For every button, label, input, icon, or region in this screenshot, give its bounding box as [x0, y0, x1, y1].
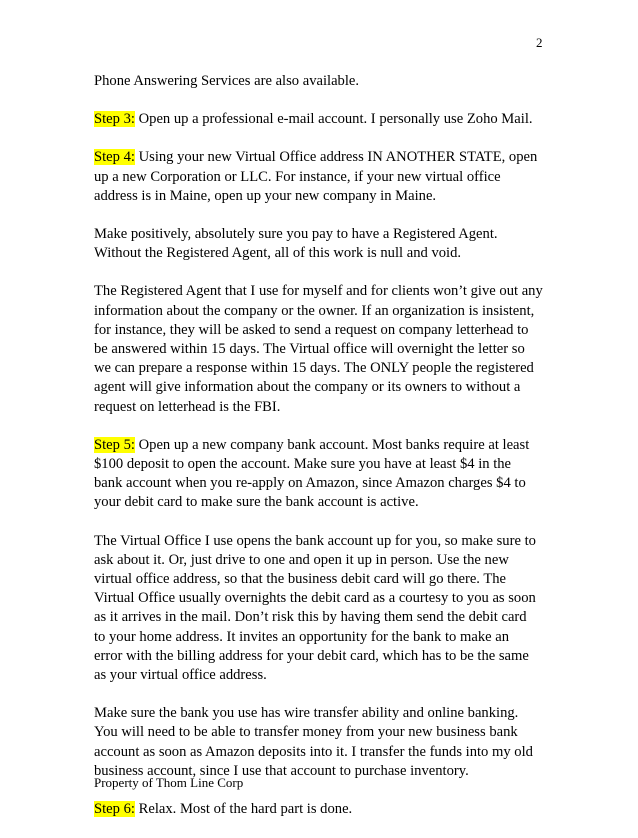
text-line: to your home address. It invites an opportunity for the bank to make an — [94, 628, 510, 645]
paragraph-step-6 — [94, 800, 554, 819]
text-line: as it arrives in the mail. Don’t risk this by having them send the debit card — [94, 609, 527, 626]
paragraph-answering-services — [94, 72, 554, 91]
paragraph-step-4 — [94, 148, 554, 206]
text-line: information about the company or the owner. If an organization is insistent, — [94, 302, 535, 319]
paragraph-virtual-office-bank — [94, 532, 554, 686]
paragraph-registered-agent-privacy — [94, 282, 554, 416]
text-line: Make sure the bank you use has wire transfer ability and online banking. — [94, 705, 519, 722]
text-line — [94, 436, 554, 455]
text-line: request on letterhead is the FBI. — [94, 398, 281, 415]
text-line: as your virtual office address. — [94, 667, 267, 684]
text-line: ask about it. Or, just drive to one and open it up in person. Use the new — [94, 551, 509, 568]
text-line: Phone Answering Services are also available. — [94, 73, 360, 89]
step-text: Using your new Virtual Office address IN ANOTHER STATE, open — [134, 149, 538, 166]
step-text: Open up a new company bank account. Most banks require at least — [134, 436, 530, 453]
text-line: The Virtual Office I use opens the bank account up for you, so make sure to — [94, 532, 536, 549]
text-line — [94, 110, 554, 129]
step-label-highlight: Step 3: — [94, 111, 135, 128]
step-label-highlight: Step 4: — [94, 149, 135, 166]
step-text: Open up a professional e-mail account. I personally use Zoho Mail. — [134, 111, 533, 128]
text-line: bank account when you re-apply on Amazon, since Amazon charges $4 to — [94, 475, 526, 492]
step-label-highlight: Step 5: — [94, 436, 135, 453]
text-line: we can prepare a response within 15 days. The ONLY people the registered — [94, 360, 534, 377]
step-label-highlight: Step 6: — [94, 801, 135, 818]
text-line: be answered within 15 days. The Virtual office will overnight the letter so — [94, 341, 525, 358]
paragraph-registered-agent-warning — [94, 225, 554, 263]
text-line: business account, since I use that account to purchase inventory. — [94, 762, 469, 779]
text-line: You will need to be able to transfer money from your new business bank — [94, 724, 518, 741]
text-line — [94, 148, 554, 167]
text-line: Without the Registered Agent, all of this work is null and void. — [94, 245, 462, 262]
text-line: your debit card to make sure the bank account is active. — [94, 494, 419, 511]
text-line: error with the billing address for your debit card, which has to be the same — [94, 647, 529, 664]
text-line: Virtual Office usually overnights the debit card as a courtesy to you as soon — [94, 590, 536, 607]
text-line: Make positively, absolutely sure you pay to have a Registered Agent. — [94, 226, 498, 243]
paragraph-step-5 — [94, 436, 554, 513]
text-line: account as soon as Amazon deposits into it. I transfer the funds into my old — [94, 743, 533, 760]
text-line: agent will give information about the company or its owners to without a — [94, 379, 521, 396]
text-line: address is in Maine, open up your new company in Maine. — [94, 187, 437, 204]
text-line — [94, 800, 554, 819]
page-number: 2 — [536, 35, 543, 50]
text-line: The Registered Agent that I use for myself and for clients won’t give out any — [94, 283, 543, 300]
document-body — [94, 72, 554, 838]
page-footer: Property of Thom Line Corp — [94, 775, 244, 790]
text-line: virtual office address, so that the business debit card will go there. The — [94, 571, 507, 588]
paragraph-step-3 — [94, 110, 554, 129]
step-text: Relax. Most of the hard part is done. — [134, 801, 353, 818]
paragraph-wire-transfer — [94, 704, 554, 781]
text-line: up a new Corporation or LLC. For instance, if your new virtual office — [94, 168, 501, 185]
text-line: for instance, they will be asked to send a request on company letterhead to — [94, 321, 529, 338]
text-line: $100 deposit to open the account. Make sure you have at least $4 in the — [94, 456, 512, 473]
